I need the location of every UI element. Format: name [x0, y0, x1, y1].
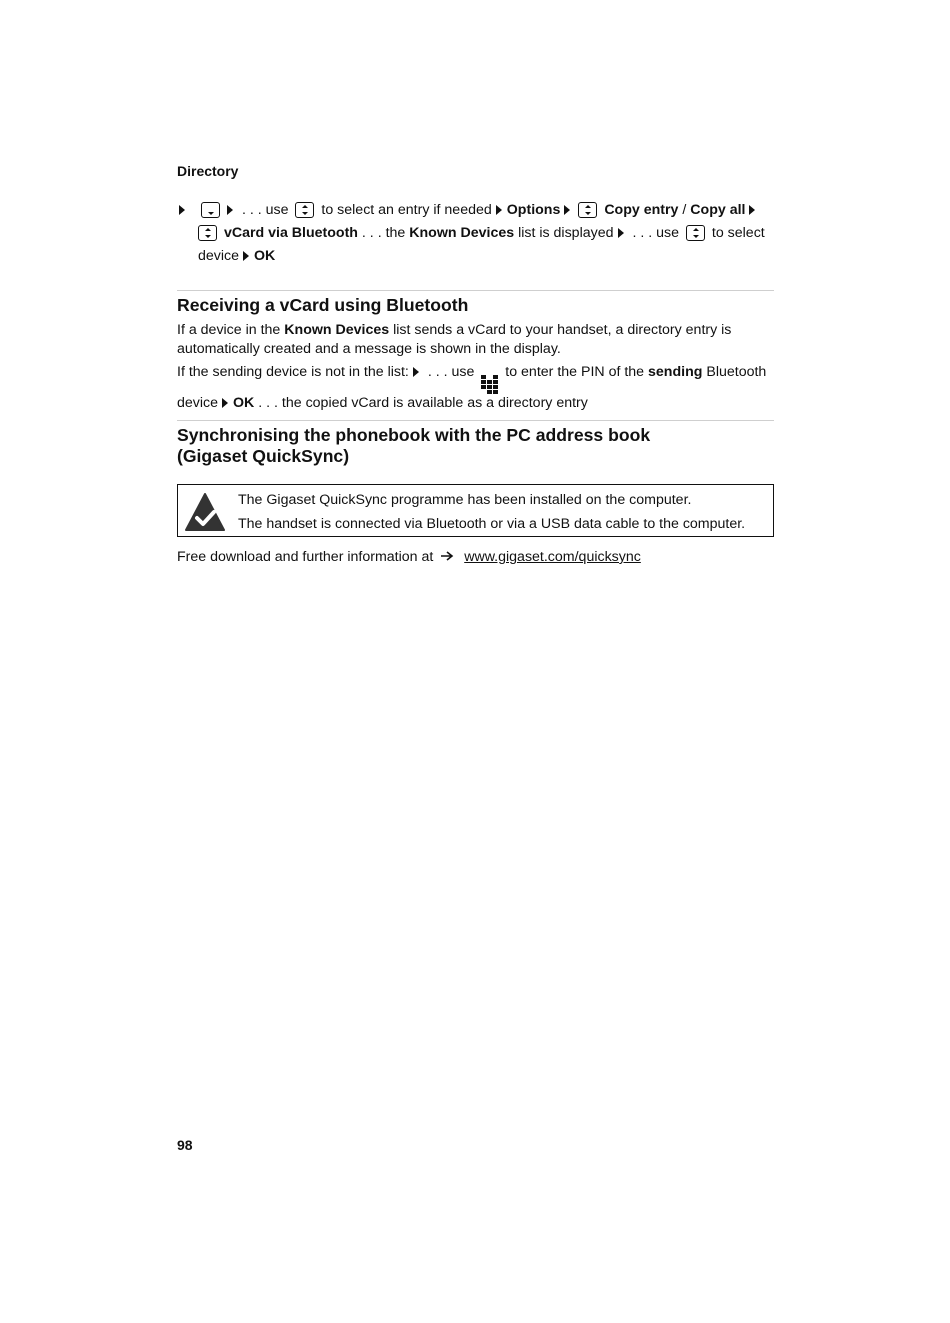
page-number: 98	[177, 1137, 193, 1153]
control-key-icon	[686, 225, 705, 241]
prerequisite-line: The handset is connected via Bluetooth or via a USB data cable to the computer.	[238, 516, 746, 532]
step-text: device	[198, 248, 240, 264]
heading-line: (Gigaset QuickSync)	[177, 446, 350, 466]
paragraph-text: If the sending device is not in the list:	[177, 364, 409, 380]
paragraph-text: device	[177, 395, 219, 411]
arrow-icon	[749, 205, 755, 215]
control-key-icon	[295, 202, 314, 218]
prerequisite-line: The Gigaset QuickSync programme has been installed on the computer.	[238, 492, 692, 508]
section-heading: Receiving a vCard using Bluetooth	[177, 295, 469, 315]
paragraph	[177, 321, 774, 358]
menu-option: Known Devices	[409, 225, 515, 241]
bullet-arrow-icon	[177, 199, 190, 222]
menu-option: Known Devices	[284, 322, 390, 338]
arrow-icon	[618, 228, 624, 238]
step-text: to select an entry if needed	[321, 202, 492, 218]
step-text: . . . use	[632, 225, 679, 241]
arrow-icon	[413, 367, 419, 377]
section-divider	[177, 290, 774, 291]
paragraph	[177, 363, 774, 413]
arrow-icon	[243, 251, 249, 261]
prerequisite-box	[177, 484, 774, 537]
step-text: to select	[711, 225, 765, 241]
menu-key-icon	[201, 202, 220, 218]
paragraph-text: list sends a vCard to your handset, a directory entry is automatically created and a message is shown in the display.	[177, 322, 732, 357]
link-arrow-icon	[441, 548, 454, 567]
download-paragraph	[177, 548, 774, 567]
arrow-icon	[564, 205, 570, 215]
menu-option: OK	[254, 248, 276, 264]
keypad-icon	[481, 375, 498, 394]
quicksync-link[interactable]: www.gigaset.com/quicksync	[464, 549, 641, 565]
heading-line: Synchronising the phonebook with the PC address book	[177, 425, 651, 445]
step-text: /	[682, 202, 687, 218]
menu-option: Options	[506, 202, 561, 218]
step-text: . . . use	[241, 202, 289, 218]
paragraph-text: to enter the PIN of the	[505, 364, 645, 380]
paragraph-text: . . . the copied vCard is available as a directory entry	[258, 395, 588, 411]
section-heading	[177, 425, 650, 467]
control-key-icon	[578, 202, 597, 218]
paragraph-text: . . . use	[427, 364, 475, 380]
arrow-icon	[227, 205, 233, 215]
arrow-icon	[496, 205, 502, 215]
paragraph-text: Bluetooth	[706, 364, 767, 380]
running-head: Directory	[177, 163, 239, 179]
step-text: . . . the	[361, 225, 406, 241]
menu-option: Copy entry	[604, 202, 679, 218]
arrow-icon	[222, 398, 228, 408]
control-key-icon	[198, 225, 217, 241]
checkmark-warning-icon	[185, 493, 225, 531]
emphasis-text: sending	[648, 364, 703, 380]
menu-option: Copy all	[690, 202, 746, 218]
step-text: list is displayed	[518, 225, 614, 241]
paragraph-text: Free download and further information at	[177, 549, 434, 565]
menu-option: OK	[233, 395, 255, 411]
menu-option: vCard via Bluetooth	[223, 225, 358, 241]
copy-steps	[177, 199, 774, 268]
paragraph-text: If a device in the	[177, 322, 281, 338]
section-divider	[177, 420, 774, 421]
